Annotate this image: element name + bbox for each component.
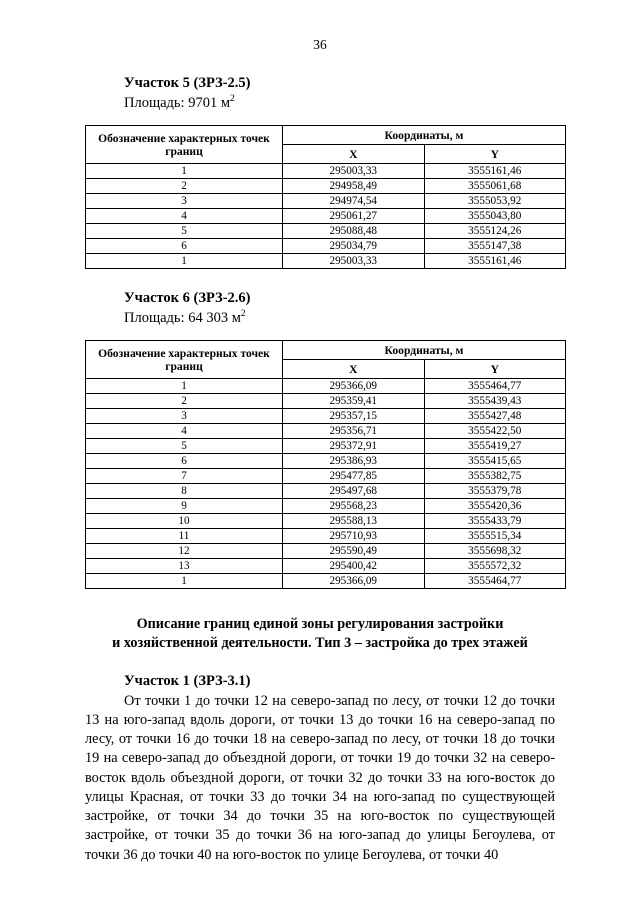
- cell-y: 3555379,78: [424, 484, 566, 499]
- cell-x: 295003,33: [283, 164, 425, 179]
- cell-point-number: 9: [86, 499, 283, 514]
- cell-point-number: 3: [86, 194, 283, 209]
- cell-point-number: 6: [86, 239, 283, 254]
- table-row: [86, 194, 566, 209]
- cell-x: 295710,93: [283, 529, 425, 544]
- cell-point-number: 1: [86, 379, 283, 394]
- area-unit-exponent: 2: [240, 308, 246, 319]
- section-heading: [85, 615, 555, 653]
- header-coordinates: Координаты, м: [283, 341, 566, 360]
- cell-y: 3555061,68: [424, 179, 566, 194]
- heading-line-1: Описание границ единой зоны регулирования застройки: [136, 616, 504, 633]
- cell-x: 294974,54: [283, 194, 425, 209]
- cell-point-number: 1: [86, 164, 283, 179]
- table-header-row: [86, 126, 566, 145]
- table-row: [86, 544, 566, 559]
- table-row: [86, 179, 566, 194]
- cell-y: 3555572,32: [424, 559, 566, 574]
- table-body: [86, 164, 566, 269]
- header-x: X: [283, 360, 425, 379]
- cell-x: 295372,91: [283, 439, 425, 454]
- cell-y: 3555419,27: [424, 439, 566, 454]
- table-header-row: [86, 341, 566, 360]
- table-row: [86, 484, 566, 499]
- cell-x: 295003,33: [283, 254, 425, 269]
- cell-y: 3555124,26: [424, 224, 566, 239]
- cell-point-number: 13: [86, 559, 283, 574]
- page-number: 36: [313, 37, 327, 52]
- cell-x: 295366,09: [283, 574, 425, 589]
- section-uchastok-5: [85, 74, 555, 269]
- header-x: X: [283, 145, 425, 164]
- header-designation: Обозначение характерных точек границ: [86, 126, 283, 164]
- table-body: [86, 379, 566, 589]
- cell-x: 295366,09: [283, 379, 425, 394]
- cell-x: 295359,41: [283, 394, 425, 409]
- header-y: Y: [424, 360, 566, 379]
- cell-point-number: 2: [86, 394, 283, 409]
- cell-point-number: 3: [86, 409, 283, 424]
- section-uchastok-6: [85, 289, 555, 589]
- page-content: [85, 74, 555, 865]
- cell-y: 3555053,92: [424, 194, 566, 209]
- table-row: [86, 164, 566, 179]
- table-row: [86, 529, 566, 544]
- cell-y: 3555698,32: [424, 544, 566, 559]
- cell-x: 295386,93: [283, 454, 425, 469]
- subsection-title: Участок 1 (ЗРЗ-3.1): [124, 672, 251, 689]
- cell-x: 295400,42: [283, 559, 425, 574]
- section-title: Участок 6 (ЗРЗ-2.6): [124, 290, 251, 307]
- table-row: [86, 514, 566, 529]
- cell-point-number: 6: [86, 454, 283, 469]
- cell-y: 3555439,43: [424, 394, 566, 409]
- cell-x: 295034,79: [283, 239, 425, 254]
- table-row: [86, 559, 566, 574]
- cell-x: 295061,27: [283, 209, 425, 224]
- table-row: [86, 469, 566, 484]
- cell-x: 295588,13: [283, 514, 425, 529]
- cell-x: 295497,68: [283, 484, 425, 499]
- subsection-paragraph: От точки 1 до точки 12 на северо-запад по лесу, от точки 12 до точки 13 на юго-запад вдоль дороги, от точки 13 до точки 16 на северо-запад по лесу, от точки 16 до точки 18 на северо-запад по лесу, от точки 18 до точки 19 на северо-запад до объездной дороги, от точки 19 до точки 32 на северо-восток вдоль объездной дороги, от точки 32 до точки 33 на юго-восток до улицы Красная, от точки 33 до точки 34 на юго-запад по существующей застройке, от точки 34 до точки 35 на юго-восток по существующей застройке, от точки 35 до точки 36 на юго-запад до улицы Бегоулева, от точки 36 до точки 40 на юго-восток по улице Бегоулева, от точки 40: [85, 692, 555, 863]
- coordinates-table: [85, 340, 566, 589]
- cell-x: 294958,49: [283, 179, 425, 194]
- cell-y: 3555043,80: [424, 209, 566, 224]
- cell-y: 3555515,34: [424, 529, 566, 544]
- area-value: 64 303: [188, 309, 229, 326]
- table-head: [86, 341, 566, 379]
- cell-y: 3555464,77: [424, 574, 566, 589]
- table-row: [86, 379, 566, 394]
- table-row: [86, 209, 566, 224]
- cell-x: 295477,85: [283, 469, 425, 484]
- cell-y: 3555382,75: [424, 469, 566, 484]
- cell-x: 295357,15: [283, 409, 425, 424]
- table-head: [86, 126, 566, 164]
- table-row: [86, 239, 566, 254]
- area-unit: м: [220, 94, 231, 111]
- table-row: [86, 394, 566, 409]
- table-row: [86, 499, 566, 514]
- heading-line-2: и хозяйственной деятельности. Тип 3 – застройка до трех этажей: [112, 635, 528, 652]
- cell-point-number: 8: [86, 484, 283, 499]
- cell-x: 295590,49: [283, 544, 425, 559]
- cell-y: 3555427,48: [424, 409, 566, 424]
- header-designation: Обозначение характерных точек границ: [86, 341, 283, 379]
- table-row: [86, 424, 566, 439]
- table-row: [86, 409, 566, 424]
- cell-point-number: 2: [86, 179, 283, 194]
- cell-point-number: 10: [86, 514, 283, 529]
- cell-point-number: 5: [86, 439, 283, 454]
- cell-point-number: 11: [86, 529, 283, 544]
- table-row: [86, 439, 566, 454]
- cell-point-number: 1: [86, 254, 283, 269]
- section-title: Участок 5 (ЗРЗ-2.5): [124, 75, 251, 91]
- cell-x: 295088,48: [283, 224, 425, 239]
- area-unit-exponent: 2: [230, 93, 235, 104]
- cell-y: 3555433,79: [424, 514, 566, 529]
- cell-y: 3555464,77: [424, 379, 566, 394]
- cell-x: 295568,23: [283, 499, 425, 514]
- cell-point-number: 12: [86, 544, 283, 559]
- table-row: [86, 224, 566, 239]
- table-row: [86, 254, 566, 269]
- area-unit: м: [231, 309, 241, 326]
- table-row: [86, 574, 566, 589]
- cell-point-number: 7: [86, 469, 283, 484]
- cell-y: 3555161,46: [424, 254, 566, 269]
- cell-y: 3555147,38: [424, 239, 566, 254]
- area-value: 9701: [188, 94, 218, 111]
- coordinates-table: [85, 125, 566, 269]
- cell-y: 3555422,50: [424, 424, 566, 439]
- section-area: [124, 94, 555, 113]
- area-label: Площадь:: [124, 309, 185, 326]
- cell-y: 3555420,36: [424, 499, 566, 514]
- section-area: [124, 309, 555, 328]
- cell-point-number: 5: [86, 224, 283, 239]
- cell-point-number: 4: [86, 209, 283, 224]
- area-label: Площадь:: [124, 94, 185, 111]
- cell-point-number: 1: [86, 574, 283, 589]
- cell-y: 3555415,65: [424, 454, 566, 469]
- table-row: [86, 454, 566, 469]
- cell-point-number: 4: [86, 424, 283, 439]
- header-y: Y: [424, 145, 566, 164]
- header-coordinates: Координаты, м: [283, 126, 566, 145]
- cell-x: 295356,71: [283, 424, 425, 439]
- cell-y: 3555161,46: [424, 164, 566, 179]
